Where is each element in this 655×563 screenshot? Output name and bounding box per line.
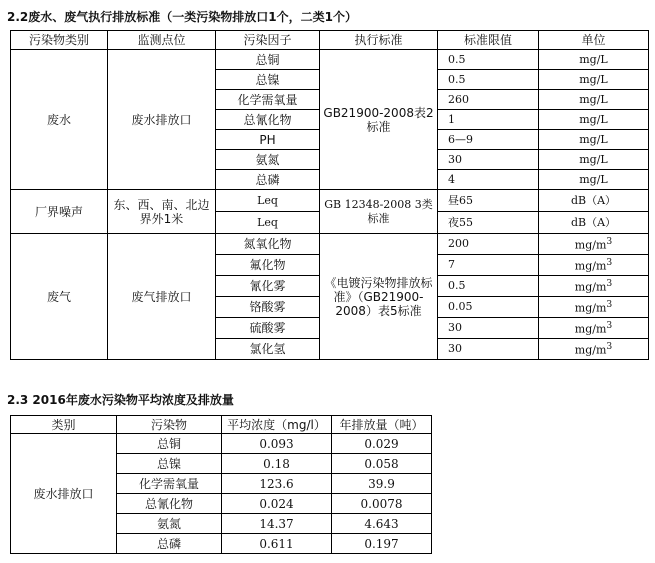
- header-unit: 单位: [539, 31, 649, 50]
- category-cell: 废水: [11, 50, 108, 190]
- limit-cell: 0.5: [438, 50, 539, 70]
- unit-cell: mg/L: [539, 170, 649, 190]
- factor-cell: 氮氧化物: [216, 234, 320, 255]
- factor-cell: 氟化物: [216, 255, 320, 276]
- point-cell: 东、西、南、北边界外1米: [108, 190, 216, 234]
- pollutant-cell: 化学需氧量: [117, 474, 222, 494]
- section1-title: 2.2废水、废气执行排放标准（一类污染物排放口1个，二类1个）: [7, 10, 357, 24]
- concentration-cell: 0.611: [222, 534, 332, 554]
- factor-cell: PH: [216, 130, 320, 150]
- header-factor: 污染因子: [216, 31, 320, 50]
- limit-cell: 4: [438, 170, 539, 190]
- limit-cell: 0.5: [438, 276, 539, 297]
- category-cell: 厂界噪声: [11, 190, 108, 234]
- limit-cell: 30: [438, 150, 539, 170]
- unit-cell: $mg/m^3$: [539, 234, 649, 255]
- limit-cell: 200: [438, 234, 539, 255]
- header-concentration: 平均浓度（mg/l）: [222, 416, 332, 434]
- unit-cell: mg/L: [539, 110, 649, 130]
- concentration-cell: 0.024: [222, 494, 332, 514]
- factor-cell: 氰化雾: [216, 276, 320, 297]
- unit-cell: $mg/m^3$: [539, 297, 649, 318]
- factor-cell: Leq: [216, 212, 320, 234]
- factor-cell: 总氰化物: [216, 110, 320, 130]
- unit-cell: $mg/m^3$: [539, 339, 649, 360]
- concentration-cell: 0.093: [222, 434, 332, 454]
- limit-cell: 0.5: [438, 70, 539, 90]
- annual-cell: 0.029: [332, 434, 432, 454]
- header-annual-emission: 年排放量（吨）: [332, 416, 432, 434]
- limit-cell: 0.05: [438, 297, 539, 318]
- point-cell: 废气排放口: [108, 234, 216, 360]
- factor-cell: 总铜: [216, 50, 320, 70]
- header-pollutant: 污染物: [117, 416, 222, 434]
- pollutant-cell: 总铜: [117, 434, 222, 454]
- emission-standards-table: [10, 30, 649, 360]
- factor-cell: Leq: [216, 190, 320, 212]
- unit-cell: mg/L: [539, 70, 649, 90]
- standard-cell: GB 12348-2008 3类标准: [320, 190, 438, 234]
- table-row: [11, 50, 649, 70]
- limit-cell: 6—9: [438, 130, 539, 150]
- category-cell: 废水排放口: [11, 434, 117, 554]
- table-row: [11, 434, 432, 454]
- table-row: [11, 234, 649, 255]
- annual-cell: 4.643: [332, 514, 432, 534]
- unit-cell: $mg/m^3$: [539, 318, 649, 339]
- annual-cell: 0.197: [332, 534, 432, 554]
- limit-cell: 昼65: [438, 190, 539, 212]
- annual-cell: 0.0078: [332, 494, 432, 514]
- pollutant-cell: 总镍: [117, 454, 222, 474]
- unit-cell: mg/L: [539, 50, 649, 70]
- wastewater-concentration-table: [10, 415, 432, 554]
- unit-cell: dB（A）: [539, 212, 649, 234]
- factor-cell: 氯化氢: [216, 339, 320, 360]
- standard-cell: 《电镀污染物排放标准》（GB21900-2008）表5标准: [320, 234, 438, 360]
- header-standard: 执行标准: [320, 31, 438, 50]
- unit-cell: dB（A）: [539, 190, 649, 212]
- annual-cell: 39.9: [332, 474, 432, 494]
- factor-cell: 总镍: [216, 70, 320, 90]
- limit-cell: 1: [438, 110, 539, 130]
- factor-cell: 铬酸雾: [216, 297, 320, 318]
- point-cell: 废水排放口: [108, 50, 216, 190]
- concentration-cell: 123.6: [222, 474, 332, 494]
- pollutant-cell: 氨氮: [117, 514, 222, 534]
- annual-cell: 0.058: [332, 454, 432, 474]
- standard-cell: GB21900-2008表2标准: [320, 50, 438, 190]
- limit-cell: 7: [438, 255, 539, 276]
- header-category: 污染物类别: [11, 31, 108, 50]
- factor-cell: 化学需氧量: [216, 90, 320, 110]
- factor-cell: 氨氮: [216, 150, 320, 170]
- header-limit: 标准限值: [438, 31, 539, 50]
- unit-cell: $mg/m^3$: [539, 255, 649, 276]
- table-header-row: [11, 31, 649, 50]
- limit-cell: 30: [438, 339, 539, 360]
- section2-title: 2.3 2016年废水污染物平均浓度及排放量: [7, 393, 234, 407]
- concentration-cell: 14.37: [222, 514, 332, 534]
- limit-cell: 260: [438, 90, 539, 110]
- concentration-cell: 0.18: [222, 454, 332, 474]
- unit-cell: mg/L: [539, 150, 649, 170]
- unit-cell: mg/L: [539, 130, 649, 150]
- factor-cell: 硫酸雾: [216, 318, 320, 339]
- limit-cell: 夜55: [438, 212, 539, 234]
- unit-cell: $mg/m^3$: [539, 276, 649, 297]
- table-row: [11, 190, 649, 212]
- factor-cell: 总磷: [216, 170, 320, 190]
- limit-cell: 30: [438, 318, 539, 339]
- pollutant-cell: 总磷: [117, 534, 222, 554]
- header-point: 监测点位: [108, 31, 216, 50]
- unit-cell: mg/L: [539, 90, 649, 110]
- header-category: 类别: [11, 416, 117, 434]
- category-cell: 废气: [11, 234, 108, 360]
- table-header-row: [11, 416, 432, 434]
- pollutant-cell: 总氰化物: [117, 494, 222, 514]
